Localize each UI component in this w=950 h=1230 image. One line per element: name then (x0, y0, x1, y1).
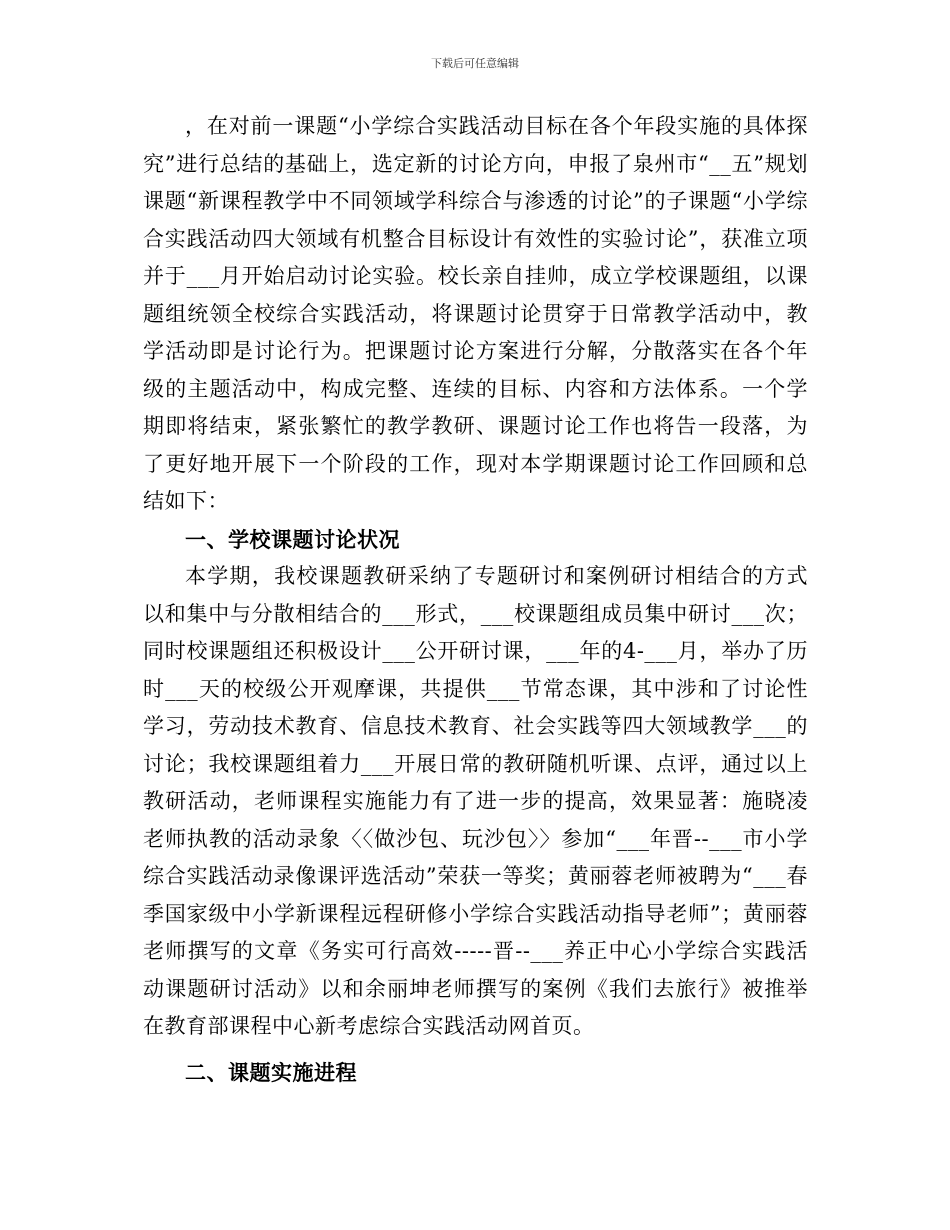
section-heading-1: 一、学校课题讨论状况 (185, 526, 400, 552)
intro-paragraph: ，在对前一课题“小学综合实践活动目标在各个年段实施的具体探究”进行总结的基础上，选定新的讨论方向，申报了泉州市“__五”规划课题“新课程教学中不同领域学科综合与渗透的讨论”的子课题“小学综合实践活动四大领域有机整合目标设计有效性的实验讨论”，获准立项并于___月开始启动讨论实验。校长亲自挂帅，成立学校课题组，以课题组统领全校综合实践活动，将课题讨论贯穿于日常教学活动中，教学活动即是讨论行为。把课题讨论方案进行分解，分散落实在各个年级的主题活动中，构成完整、连续的目标、内容和方法体系。一个学期即将结束，紧张繁忙的教学教研、课题讨论工作也将告一段落，为了更好地开展下一个阶段的工作，现对本学期课题讨论工作回顾和总结如下： (143, 114, 808, 513)
document-body (143, 108, 808, 1091)
section-heading-2: 二、课题实施进程 (185, 1059, 357, 1085)
page-header-note: 下载后可任意编辑 (431, 57, 519, 70)
section-1-paragraph: 本学期，我校课题教研采纳了专题研讨和案例研讨相结合的方式以和集中与分散相结合的___形式，___校课题组成员集中研讨___次；同时校课题组还积极设计___公开研讨课，___年的4-___月，举办了历时___天的校级公开观摩课，共提供___节常态课，其中涉和了讨论性学习，劳动技术教育、信息技术教育、社会实践等四大领域教学___的讨论；我校课题组着力___开展日常的教研随机听课、点评，通过以上教研活动，老师课程实施能力有了进一步的提高，效果显著：施晓凌老师执教的活动录象〈〈做沙包、玩沙包〉〉参加“___年晋--___市小学综合实践活动录像课评选活动”荣获一等奖；黄丽蓉老师被聘为“___春季国家级中小学新课程远程研修小学综合实践活动指导老师”；黄丽蓉老师撰写的文章《务实可行高效-----晋--___养正中心小学综合实践活动课题研讨活动》以和余丽坤老师撰写的案例《我们去旅行》被推举在教育部课程中心新考虑综合实践活动网首页。 (143, 564, 808, 1038)
